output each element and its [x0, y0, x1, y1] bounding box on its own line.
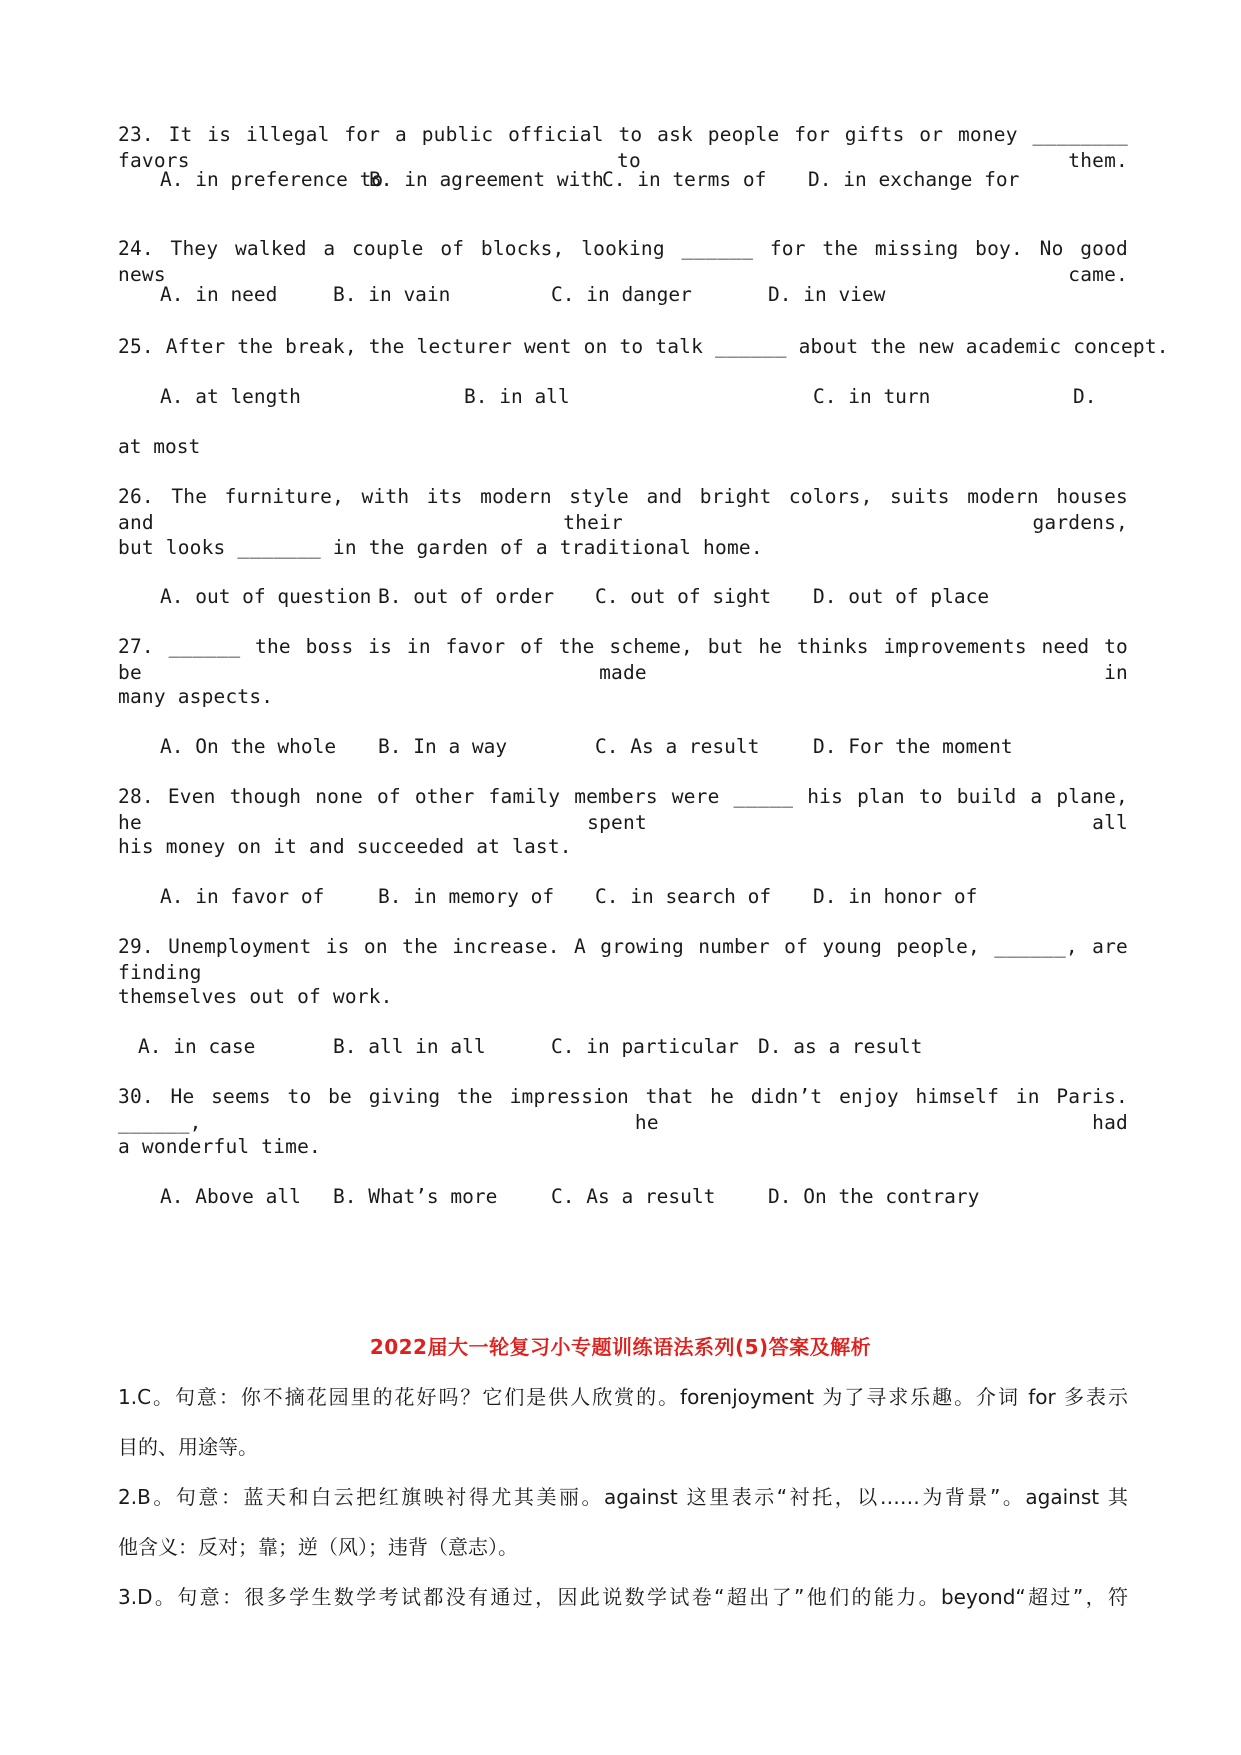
q29-option-b: B. all in all [333, 1035, 486, 1058]
q30-option-b: B. What’s more [333, 1185, 498, 1208]
q24-option-b: B. in vain [333, 283, 451, 306]
answer-1-line2: 目的、用途等。 [118, 1435, 258, 1459]
q24-option-d: D. in view [768, 283, 886, 306]
question-26-stem-line1: 26. The furniture, with its modern style and bright colors, suits modern houses and their gardens, [118, 485, 1128, 534]
question-27-stem-line1: 27. ______ the boss is in favor of the scheme, but he thinks improvements need to be made in [118, 635, 1128, 684]
q26-option-b: B. out of order [378, 585, 555, 608]
question-29-stem-line2: themselves out of work. [118, 985, 393, 1008]
q25-option-b: B. in all [464, 385, 570, 408]
question-29-stem-line1: 29. Unemployment is on the increase. A growing number of young people, ______, are finding [118, 935, 1128, 984]
q27-option-c: C. As a result [595, 735, 760, 758]
question-27-stem-line2: many aspects. [118, 685, 274, 708]
q27-option-a: A. On the whole [160, 735, 337, 758]
q23-option-d: D. in exchange for [808, 168, 1020, 191]
q23-option-c: C. in terms of [602, 168, 767, 191]
q26-option-c: C. out of sight [595, 585, 772, 608]
question-25-stem: 25. After the break, the lecturer went on to talk ______ about the new academic concept. [118, 335, 1169, 358]
q26-option-d: D. out of place [813, 585, 990, 608]
question-30-stem-line1: 30. He seems to be giving the impression that he didn’t enjoy himself in Paris. ______, he had [118, 1085, 1128, 1134]
q24-option-c: C. in danger [551, 283, 692, 306]
q25-option-d-text: at most [118, 435, 201, 458]
answer-1-line1: 1.C。句意：你不摘花园里的花好吗？它们是供人欣赏的。forenjoyment 为了寻求乐趣。介词 for 多表示 [118, 1385, 1128, 1409]
q30-option-a: A. Above all [160, 1185, 301, 1208]
question-23-stem: 23. It is illegal for a public official to ask people for gifts or money ________ favors to them. [118, 123, 1128, 172]
answer-2-line1: 2.B。句意：蓝天和白云把红旗映衬得尤其美丽。against 这里表示“衬托，以……为背景”。against 其 [118, 1485, 1128, 1509]
answer-3-line1: 3.D。句意：很多学生数学考试都没有通过，因此说数学试卷“超出了”他们的能力。beyond“超过”，符 [118, 1585, 1128, 1609]
q28-option-a: A. in favor of [160, 885, 325, 908]
q30-option-c: C. As a result [551, 1185, 716, 1208]
q30-option-d: D. On the contrary [768, 1185, 980, 1208]
q29-option-c: C. in particular [551, 1035, 739, 1058]
answer-section-title: 2022届大一轮复习小专题训练语法系列(5)答案及解析 [369, 1335, 872, 1359]
answer-2-line2: 他含义：反对；靠；逆（风）；违背（意志）。 [118, 1535, 518, 1559]
q28-option-c: C. in search of [595, 885, 772, 908]
q28-option-b: B. in memory of [378, 885, 555, 908]
q29-option-a: A. in case [138, 1035, 256, 1058]
q29-option-d: D. as a result [758, 1035, 923, 1058]
question-24-stem: 24. They walked a couple of blocks, looking ______ for the missing boy. No good news came. [118, 237, 1128, 286]
question-26-stem-line2: but looks _______ in the garden of a traditional home. [118, 536, 763, 559]
q26-option-a: A. out of question [160, 585, 372, 608]
q25-option-c: C. in turn [813, 385, 931, 408]
q25-option-d: D. [1073, 385, 1097, 408]
q28-option-d: D. in honor of [813, 885, 978, 908]
question-30-stem-line2: a wonderful time. [118, 1135, 321, 1158]
q23-option-b: B. in agreement with [369, 168, 604, 191]
q27-option-b: B. In a way [378, 735, 508, 758]
q25-option-a: A. at length [160, 385, 301, 408]
question-28-stem-line2: his money on it and succeeded at last. [118, 835, 572, 858]
q23-option-a: A. in preference to [160, 168, 384, 191]
q27-option-d: D. For the moment [813, 735, 1013, 758]
q24-option-a: A. in need [160, 283, 278, 306]
question-28-stem-line1: 28. Even though none of other family members were _____ his plan to build a plane, he spent all [118, 785, 1128, 834]
